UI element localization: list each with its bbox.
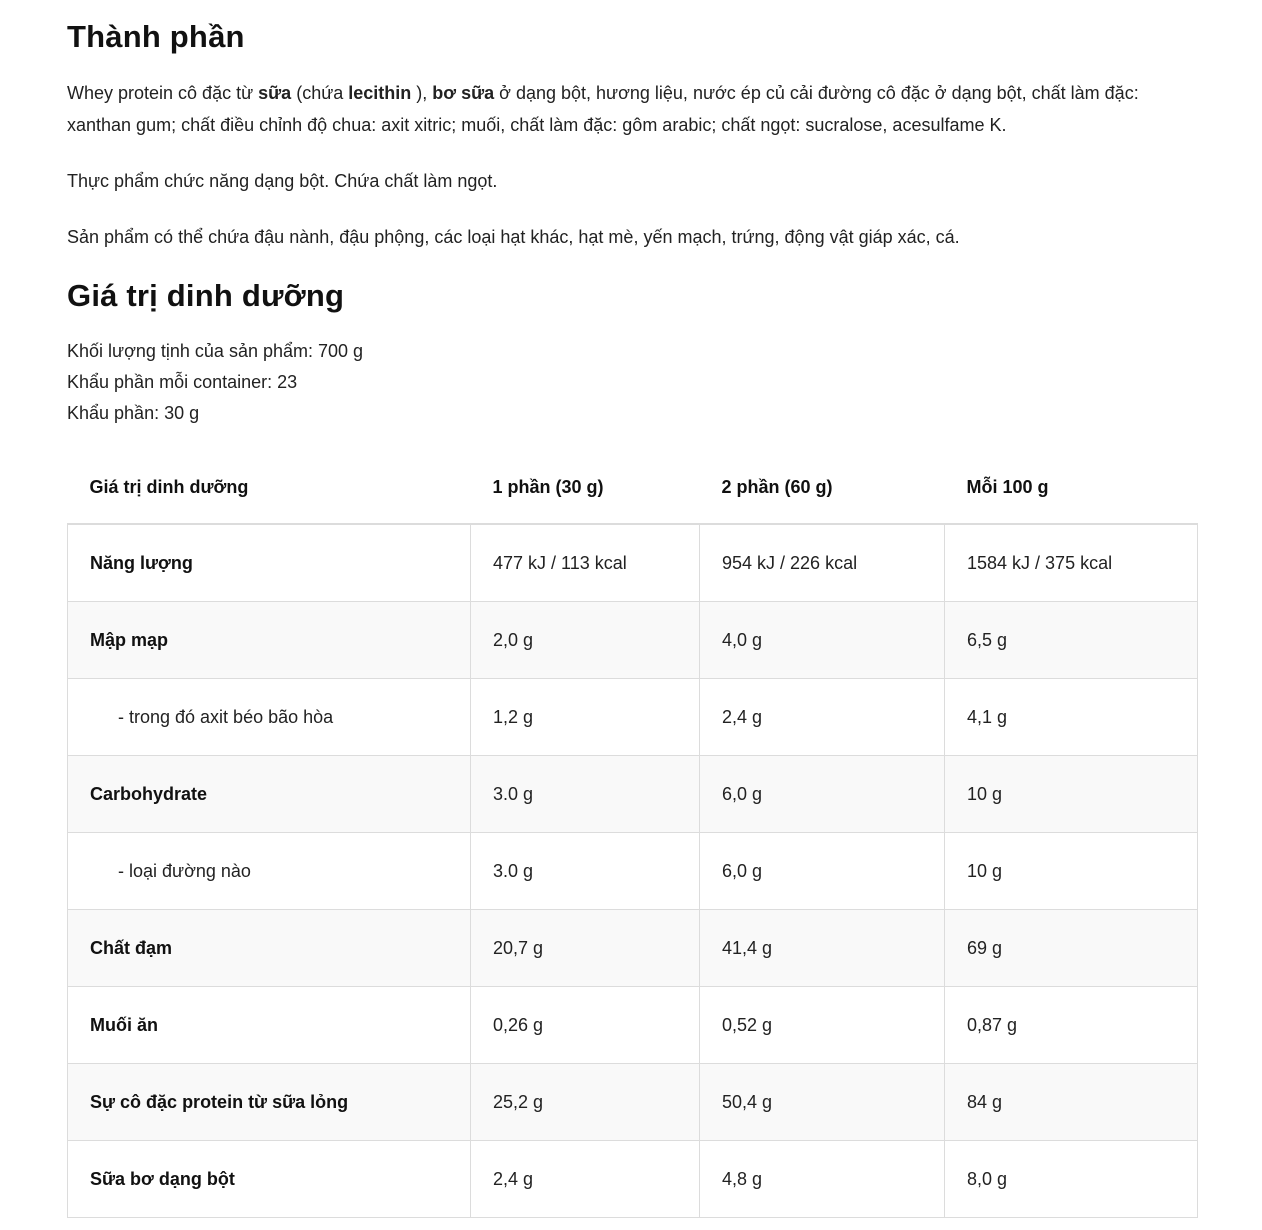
header-per-two-servings: 2 phần (60 g): [700, 451, 945, 524]
nutrient-label: Sữa bơ dạng bột: [68, 1141, 471, 1218]
value-per-100g: 84 g: [945, 1064, 1198, 1141]
value-per-two-servings: 41,4 g: [700, 910, 945, 987]
value-per-two-servings: 2,4 g: [700, 679, 945, 756]
nutrient-sublabel: - loại đường nào: [68, 833, 471, 910]
table-row: [68, 910, 1198, 987]
table-row: [68, 679, 1198, 756]
nutrient-label: Carbohydrate: [68, 756, 471, 833]
table-row: [68, 524, 1198, 602]
value-per-100g: 10 g: [945, 833, 1198, 910]
value-per-serving: 20,7 g: [471, 910, 700, 987]
ingredients-text-part: Whey protein cô đặc từ: [67, 83, 259, 104]
table-row: [68, 602, 1198, 679]
table-row: [68, 1141, 1198, 1218]
value-per-100g: 8,0 g: [945, 1141, 1198, 1218]
value-per-100g: 6,5 g: [945, 602, 1198, 679]
table-row: [68, 833, 1198, 910]
ingredients-text: [67, 77, 1197, 141]
value-per-serving: 3.0 g: [471, 833, 700, 910]
value-per-two-servings: 4,0 g: [700, 602, 945, 679]
nutrient-label: Mập mạp: [68, 602, 471, 679]
servings-per-container: Khẩu phần mỗi container: 23: [67, 372, 298, 393]
header-nutrient: Giá trị dinh dưỡng: [68, 451, 471, 524]
value-per-serving: 25,2 g: [471, 1064, 700, 1141]
value-per-serving: 3.0 g: [471, 756, 700, 833]
table-header-row: [68, 451, 1198, 524]
value-per-100g: 10 g: [945, 756, 1198, 833]
allergen-milk: sữa: [258, 83, 292, 104]
net-weight: Khối lượng tịnh của sản phẩm: 700 g: [67, 341, 364, 362]
nutrient-label: Năng lượng: [68, 524, 471, 602]
value-per-serving: 2,4 g: [471, 1141, 700, 1218]
nutrition-table: [67, 451, 1198, 1218]
table-row: [68, 1064, 1198, 1141]
allergen-warning: Sản phẩm có thể chứa đậu nành, đậu phộng, các loại hạt khác, hạt mè, yến mạch, trứng, động vật giáp xác, cá.: [67, 227, 960, 248]
value-per-two-servings: 6,0 g: [700, 833, 945, 910]
value-per-serving: 0,26 g: [471, 987, 700, 1064]
value-per-100g: 0,87 g: [945, 987, 1198, 1064]
header-per-serving: 1 phần (30 g): [471, 451, 700, 524]
value-per-100g: 4,1 g: [945, 679, 1198, 756]
table-row: [68, 756, 1198, 833]
header-per-100g: Mỗi 100 g: [945, 451, 1198, 524]
nutrient-sublabel: - trong đó axit béo bão hòa: [68, 679, 471, 756]
value-per-two-servings: 0,52 g: [700, 987, 945, 1064]
nutrient-label: Chất đạm: [68, 910, 471, 987]
ingredients-title: Thành phần: [67, 19, 245, 54]
value-per-serving: 1,2 g: [471, 679, 700, 756]
serving-size: Khẩu phần: 30 g: [67, 403, 200, 424]
serving-info: [67, 336, 1197, 429]
allergen-lecithin: lecithin: [348, 83, 412, 104]
ingredients-text-part: ở dạng bột, hương liệu, nước ép củ cải đường cô đặc ở dạng bột, chất làm đặc: xanthan gum; chất điều chỉnh độ chua: axit xitric; muối, chất làm đặc: gôm arabic; chất ngọt: sucralose, acesulfame K.: [67, 83, 1139, 136]
nutrition-title: Giá trị dinh dưỡng: [67, 278, 345, 314]
value-per-serving: 2,0 g: [471, 602, 700, 679]
value-per-two-servings: 4,8 g: [700, 1141, 945, 1218]
value-per-two-servings: 954 kJ / 226 kcal: [700, 524, 945, 602]
value-per-two-servings: 6,0 g: [700, 756, 945, 833]
supplement-note: Thực phẩm chức năng dạng bột. Chứa chất làm ngọt.: [67, 171, 498, 192]
value-per-two-servings: 50,4 g: [700, 1064, 945, 1141]
nutrient-label: Sự cô đặc protein từ sữa lỏng: [68, 1064, 471, 1141]
table-row: [68, 987, 1198, 1064]
ingredients-text-part: ),: [411, 83, 433, 104]
nutrient-label: Muối ăn: [68, 987, 471, 1064]
ingredients-text-part: (chứa: [291, 83, 349, 104]
allergen-butter-milk: bơ sữa: [432, 83, 495, 104]
value-per-serving: 477 kJ / 113 kcal: [471, 524, 700, 602]
value-per-100g: 1584 kJ / 375 kcal: [945, 524, 1198, 602]
value-per-100g: 69 g: [945, 910, 1198, 987]
